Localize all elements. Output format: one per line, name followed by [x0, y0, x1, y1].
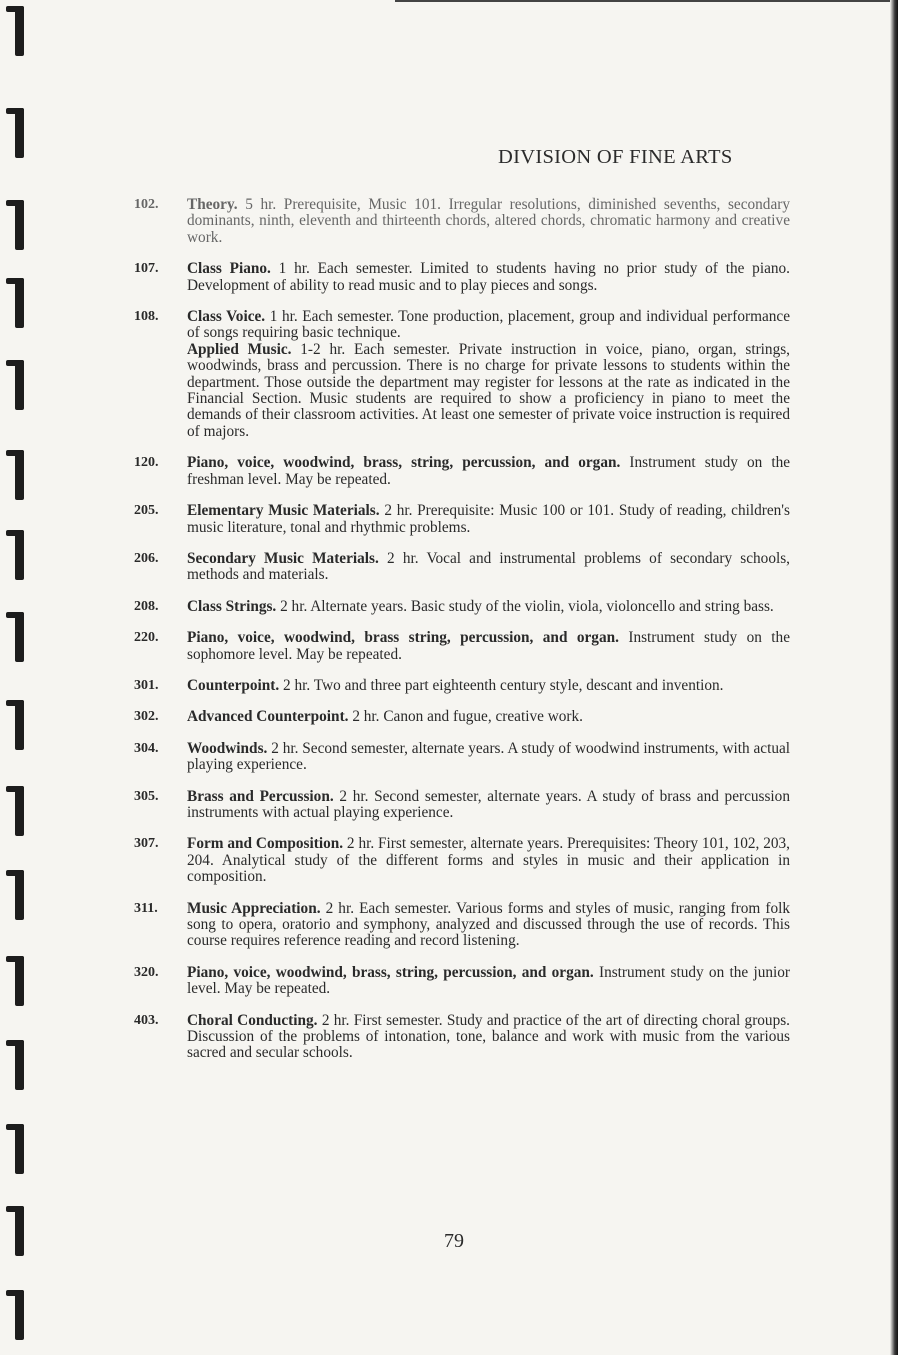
sub-course-paragraph [187, 342, 790, 440]
course-title: Advanced Counterpoint. [187, 708, 349, 726]
binding-ring [6, 360, 24, 410]
course-entry [134, 965, 790, 998]
course-number: 120. [134, 455, 159, 471]
course-list [134, 197, 790, 1077]
sub-course-description: 1-2 hr. Each semester. Private instruction in voice, piano, organ, strings, woodwinds, brass and percussion. There is no charge for private lessons to students within the department. Those outside the department may register for lessons at the rate as indicated in the Financial Section. Music students are required to show a proficiency in piano to meet the demands of their classroom activities. At least one semester of private voice instruction is required of majors. [187, 340, 790, 440]
course-description: 2 hr. Second semester, alternate years. A study of brass and percussion instruments with actual playing experience. [187, 787, 790, 821]
course-title: Piano, voice, woodwind, brass, string, percussion, and organ. [187, 963, 594, 981]
course-entry [134, 901, 790, 950]
binding-ring [6, 1124, 24, 1174]
course-entry [134, 709, 790, 725]
binding-ring [6, 450, 24, 500]
binding-ring [6, 870, 24, 920]
course-description: Instrument study on the sophomore level. May be repeated. [187, 629, 790, 663]
course-entry [134, 503, 790, 536]
course-title: Woodwinds. [187, 739, 268, 757]
page-title: DIVISION OF FINE ARTS [498, 146, 733, 168]
course-description: 2 hr. Second semester, alternate years. A study of woodwind instruments, with actual playing experience. [187, 739, 791, 774]
course-title: Secondary Music Materials. [187, 549, 379, 567]
course-number: 403. [134, 1012, 159, 1028]
course-entry [134, 551, 790, 584]
course-number: 102. [134, 197, 159, 212]
course-description: 5 hr. Prerequisite, Music 101. Irregular resolutions, diminished sevenths, secondary dominants, ninth, eleventh and thirteenth chords, altered chords, chromatic harmony and creative work. [187, 196, 790, 246]
binding-ring [6, 700, 24, 750]
binding-ring [6, 108, 24, 158]
binding-ring [6, 1040, 24, 1090]
course-title: Counterpoint. [187, 676, 280, 694]
binding-ring [6, 530, 24, 580]
course-paragraph [187, 309, 790, 342]
course-number: 302. [134, 709, 159, 725]
course-title: Class Voice. [187, 308, 266, 326]
course-description: 2 hr. Two and three part eighteenth century style, descant and invention. [283, 676, 724, 694]
course-title: Class Piano. [187, 260, 271, 278]
course-number: 205. [134, 503, 159, 519]
course-number: 305. [134, 788, 159, 804]
course-description: 1 hr. Each semester. Limited to students having no prior study of the piano. Development of ability to read music and to play pieces and songs. [187, 260, 790, 294]
page-edge [890, 0, 898, 1355]
course-number: 320. [134, 964, 159, 980]
course-number: 307. [134, 836, 159, 852]
course-entry [134, 678, 790, 694]
binding-ring [6, 612, 24, 662]
course-title: Music Appreciation. [187, 899, 321, 917]
course-description: 2 hr. Canon and fugue, creative work. [352, 708, 583, 726]
course-entry [134, 197, 790, 246]
course-description: 2 hr. Each semester. Various forms and styles of music, ranging from folk song to opera, oratorio and symphony, analyzed and discussed through the use of records. This course requires reference reading and record listening. [187, 899, 790, 950]
binding-ring [6, 200, 24, 250]
course-entry [134, 309, 790, 440]
binding-ring [6, 6, 24, 56]
course-title: Brass and Percussion. [187, 787, 334, 805]
course-number: 220. [134, 630, 159, 646]
binding-ring [6, 786, 24, 836]
binding-ring [6, 278, 24, 328]
course-description: 2 hr. First semester. Study and practice of the art of directing choral groups. Discussion of the problems of intonation, tone, balance and work with music from the various sacred and secular schools. [187, 1011, 791, 1062]
course-title: Theory. [187, 196, 238, 213]
course-title: Form and Composition. [187, 835, 344, 853]
spiral-binding [0, 0, 40, 1355]
course-entry [134, 599, 790, 615]
course-number: 301. [134, 677, 159, 693]
top-rule [395, 0, 890, 2]
course-description: Instrument study on the junior level. May be repeated. [187, 963, 790, 998]
course-entry [134, 261, 790, 294]
course-description: Instrument study on the freshman level. May be repeated. [187, 454, 791, 488]
page-number: 79 [444, 1230, 464, 1252]
course-entry [134, 455, 790, 488]
course-description: 2 hr. Prerequisite: Music 100 or 101. Study of reading, children's music literature, tonal and rhythmic problems. [187, 502, 791, 536]
course-number: 107. [134, 261, 159, 277]
binding-ring [6, 1290, 24, 1340]
course-title: Class Strings. [187, 597, 277, 615]
binding-ring [6, 956, 24, 1006]
course-number: 206. [134, 550, 159, 566]
course-title: Choral Conducting. [187, 1011, 318, 1029]
course-title: Piano, voice, woodwind, brass string, percussion, and organ. [187, 629, 619, 647]
binding-ring [6, 1206, 24, 1256]
course-title: Piano, voice, woodwind, brass, string, percussion, and organ. [187, 454, 621, 472]
course-description: 2 hr. Vocal and instrumental problems of secondary schools, methods and materials. [187, 549, 790, 584]
course-number: 304. [134, 740, 159, 756]
course-description: 2 hr. Alternate years. Basic study of the violin, viola, violoncello and string bass. [280, 597, 774, 615]
course-entry [134, 741, 790, 774]
course-entry [134, 836, 790, 885]
course-description: 1 hr. Each semester. Tone production, placement, group and individual performance of songs requiring basic technique. [187, 308, 790, 342]
sub-course-title: Applied Music. [187, 340, 292, 358]
course-number: 208. [134, 598, 159, 614]
course-title: Elementary Music Materials. [187, 502, 380, 520]
course-number: 311. [134, 900, 158, 916]
course-entry [134, 789, 790, 822]
course-description: 2 hr. First semester, alternate years. Prerequisites: Theory 101, 102, 203, 204. Analytical study of the different forms and styles in music and their application in composition. [187, 835, 790, 886]
course-number: 108. [134, 309, 159, 325]
course-entry [134, 1013, 790, 1062]
course-entry [134, 630, 790, 663]
